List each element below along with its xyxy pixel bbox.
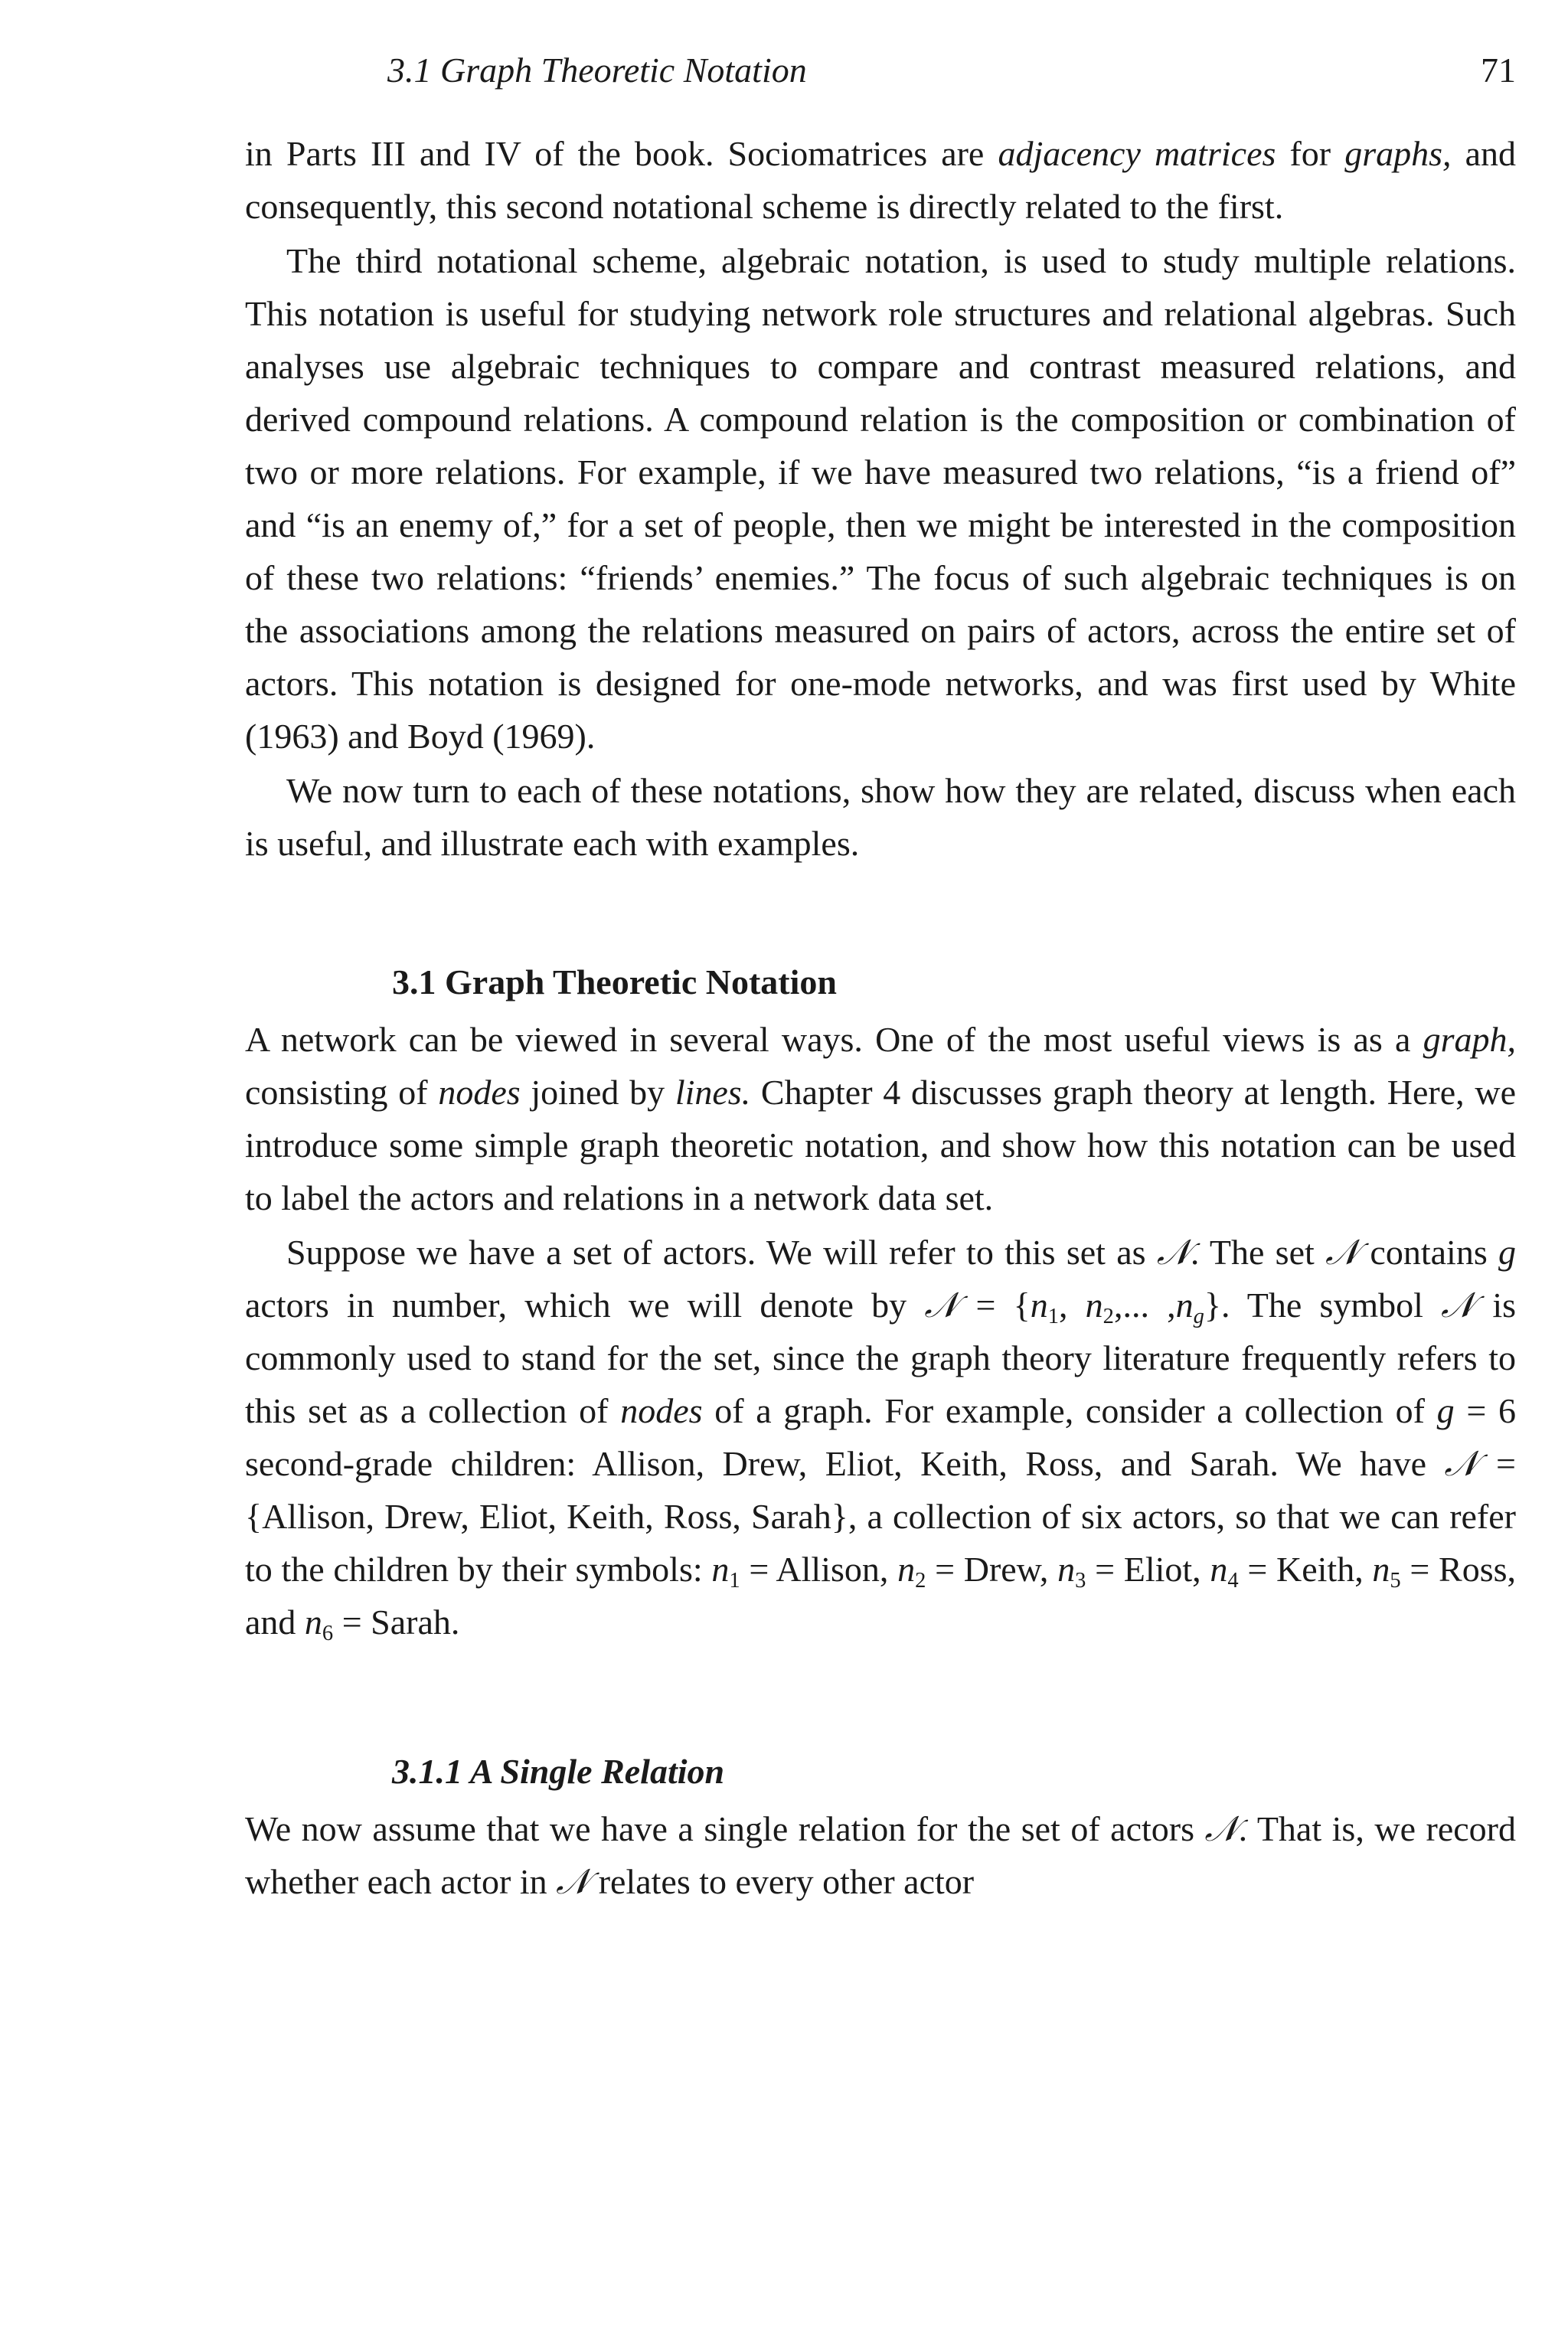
running-head <box>245 43 1516 98</box>
paragraph-graph-intro: A network can be viewed in several ways. One of the most useful views is as a graph, consisting of nodes joined by lines. Chapter 4 discusses graph theory at length. Here, we introduce some simple graph theoretic notation, and show how this notation can be used to label the actors and relations in a network data set. <box>245 1020 1516 1217</box>
paragraph-algebraic-notation: The third notational scheme, algebraic notation, is used to study multiple relations. This notation is useful for studying network role structures and relational algebras. Such analyses use algebraic techniques to compare and contrast measured relations, and derived compound relations. A compound relation is the composition or combination of two or more relations. For example, if we have measured two relations, “is a friend of” and “is an enemy of,” for a set of people, then we might be interested in the composition of these two relations: “friends’ enemies.” The focus of such algebraic techniques is on the associations among the relations measured on pairs of actors, across the entire set of actors. This notation is designed for one-mode networks, and was first used by White (1963) and Boyd (1969). <box>245 241 1516 756</box>
page-number: 71 <box>1481 51 1516 90</box>
page-body <box>245 127 1516 1910</box>
paragraph-overview: We now turn to each of these notations, show how they are related, discuss when each is useful, and illustrate each with examples. <box>245 771 1516 863</box>
paragraph-single-relation: We now assume that we have a single relation for the set of actors 𝒩. That is, we record whether each actor in 𝒩 relates to every other actor <box>245 1808 1517 1902</box>
running-head-title: 3.1 Graph Theoretic Notation <box>387 51 807 90</box>
paragraph-actor-set: Suppose we have a set of actors. We will refer to this set as 𝒩. The set 𝒩 contains g actors in number, which we will denote by 𝒩 = {$n_1$, $n_2$,... $,n_g$}. The symbol 𝒩 is commonly used to stand for the set, since the graph theory literature frequently refers to this set as a collection of nodes of a graph. For example, consider a collection of g = 6 second-grade children: Allison, Drew, Eliot, Keith, Ross, and Sarah. We have 𝒩 = {Allison, Drew, Eliot, Keith, Ross, Sarah}, a collection of six actors, so that we can refer to the children by their symbols: $n_1$ = Allison, $n_2$ = Drew, $n_3$ = Eliot, $n_4$ = Keith, $n_5$ = Ross, and $n_6$ = Sarah. <box>245 1231 1517 1645</box>
subsection-heading: 3.1.1 A Single Relation <box>392 1752 725 1791</box>
book-page <box>245 0 1516 2336</box>
script-n-symbol: 𝒩 <box>1156 1231 1191 1273</box>
section-heading: 3.1 Graph Theoretic Notation <box>392 962 837 1001</box>
paragraph-continuation: in Parts III and IV of the book. Sociomatrices are adjacency matrices for graphs, and consequently, this second notational scheme is directly related to the first. <box>245 134 1517 226</box>
